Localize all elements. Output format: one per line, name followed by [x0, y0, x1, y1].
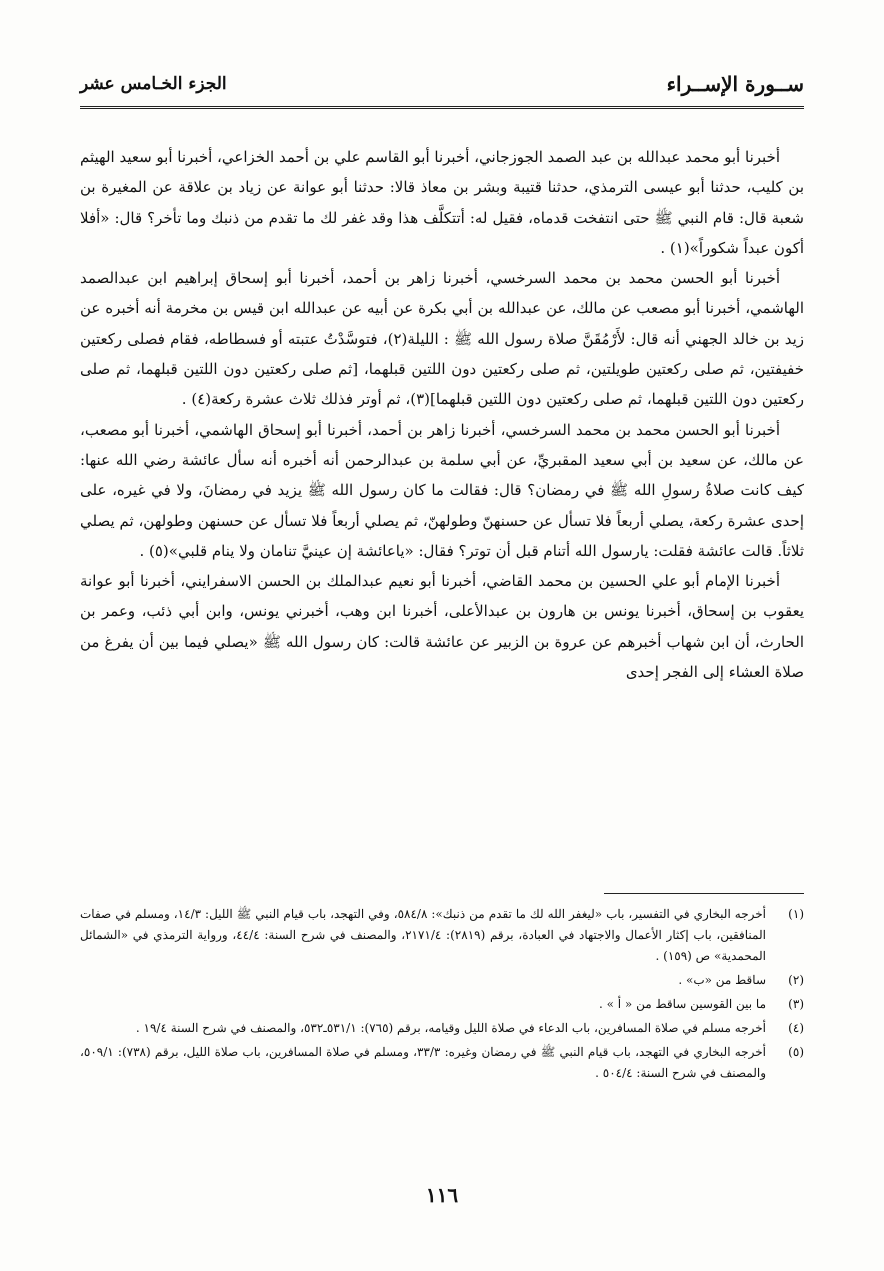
footnote — [80, 994, 804, 1015]
header-divider — [80, 106, 804, 111]
footnote-text: ما بين القوسين ساقط من « أ » . — [599, 997, 766, 1011]
footnote-number: (٣) — [788, 997, 804, 1011]
surah-title: ســورة الإســراء — [666, 72, 804, 96]
footnotes — [80, 904, 804, 1087]
juz-title: الجزء الخـامس عشر — [80, 74, 227, 94]
footnote-number: (٢) — [788, 973, 804, 987]
footnote-divider — [604, 893, 804, 894]
paragraph: أخبرنا أبو محمد عبدالله بن عبد الصمد الجوزجاني، أخبرنا أبو القاسم علي بن أحمد الخزاعي، أخبرنا أبو سعيد الهيثم بن كليب، حدثنا أبو عيسى الترمذي، حدثنا قتيبة وبشر بن معاذ قالا: حدثنا أبو عوانة عن زياد بن علاقة عن المغيرة بن شعبة قال: قام النبي ﷺ حتى انتفخت قدماه، فقيل له: أتتكلَّف هذا وقد غفر لك ما تقدم من ذنبك وما تأخر؟ قال: «أفلا أكون عبداً شكوراً»(١) . — [80, 148, 804, 257]
footnote-text: أخرجه مسلم في صلاة المسافرين، باب الدعاء في صلاة الليل وقيامه، برقم (٧٦٥): ٥٣١/١ـ٥٣٢، والمصنف في شرح السنة ١٩/٤ . — [135, 1021, 766, 1035]
running-header — [80, 66, 804, 102]
paragraph: أخبرنا أبو الحسن محمد بن محمد السرخسي، أخبرنا زاهر بن أحمد، أخبرنا أبو إسحاق إبراهيم ابن عبدالصمد الهاشمي، أخبرنا أبو مصعب عن مالك، عن عبدالله بن أبي بكرة عن أبيه عن عبدالله ابن قيس بن مخرمة أنه أخبره عن زيد بن خالد الجهني أنه قال: لأَرْمُقَنَّ صلاة رسول الله ﷺ : الليلة(٢)، فتوسَّدْتُ عتبته أو فسطاطه، فقام فصلى ركعتين خفيفتين، ثم صلى ركعتين طويلتين، ثم صلى ركعتين دون اللتين قبلهما، [ثم صلى ركعتين دون اللتين قبلهما، ثم صلى ركعتين دون اللتين قبلهما، ثم صلى ركعتين دون اللتين قبلهما](٣)، ثم أوتر فذلك ثلاث عشرة ركعة(٤) . — [80, 269, 805, 409]
paragraph: أخبرنا الإمام أبو علي الحسين بن محمد القاضي، أخبرنا أبو نعيم عبدالملك بن الحسن الاسفرايني، أخبرنا أبو عوانة يعقوب بن إسحاق، أخبرنا يونس بن هارون بن عبدالأعلى، أخبرنا ابن وهب، أخبرني يونس، وابن أبي ذئب، وعمر بن الحارث، أن ابن شهاب أخبرهم عن عروة بن الزبير عن عائشة قالت: كان رسول الله ﷺ «يصلي فيما بين أن يفرغ من صلاة العشاء إلى الفجر إحدى — [80, 572, 804, 682]
page-number: ١١٦ — [425, 1183, 459, 1207]
footnote-number: (٤) — [788, 1021, 804, 1035]
footnote — [80, 904, 804, 967]
footnote — [80, 1018, 804, 1039]
main-text — [80, 142, 804, 687]
footnote-text: ساقط من «ب» . — [678, 973, 766, 987]
footnote-text: أخرجه البخاري في التفسير، باب «ليغفر الله لك ما تقدم من ذنبك»: ٥٨٤/٨، وفي التهجد، باب قيام النبي ﷺ الليل: ١٤/٣، ومسلم في صفات المنافقين، باب إكثار الأعمال والاجتهاد في العبادة، برقم (٢٨١٩): ٢١٧١/٤، والمصنف في شرح السنة: ٤٤/٤، ورواية الترمذي في «الشمائل المحمدية» ص (١٥٩) . — [80, 907, 767, 963]
paragraph: أخبرنا أبو الحسن محمد بن محمد السرخسي، أخبرنا زاهر بن أحمد، أخبرنا أبو إسحاق الهاشمي، أخبرنا أبو مصعب، عن مالك، عن سعيد بن أبي سعيد المقبريِّ، عن أبي سلمة بن عبدالرحمن أنه أخبره أنه سأل عائشة رضي الله عنها: كيف كانت صلاةُ رسولِ الله ﷺ في رمضان؟ قال: فقالت ما كان رسول الله ﷺ يزيد في رمضانَ، ولا في غيره، على إحدى عشرة ركعة، يصلي أربعاً فلا تسأل عن حسنهنّ وطولهنّ، ثم يصلي أربعاً فلا تسأل عن حسنهن وطولهن، ثم يصلي ثلاثاً. قالت عائشة فقلت: يارسول الله أتنام قبل أن توتر؟ فقال: «ياعائشة إن عينيَّ تنامان ولا ينام قلبي»(٥) . — [80, 420, 804, 560]
footnote — [80, 1042, 804, 1084]
footnote-text: أخرجه البخاري في التهجد، باب قيام النبي ﷺ في رمضان وغيره: ٣٣/٣، ومسلم في صلاة المسافرين، باب صلاة الليل، برقم (٧٣٨): ٥٠٩/١، والمصنف في شرح السنة: ٥٠٤/٤ . — [80, 1045, 766, 1080]
footnote — [80, 970, 804, 991]
footnote-number: (١) — [788, 907, 804, 921]
footnote-number: (٥) — [788, 1045, 804, 1059]
